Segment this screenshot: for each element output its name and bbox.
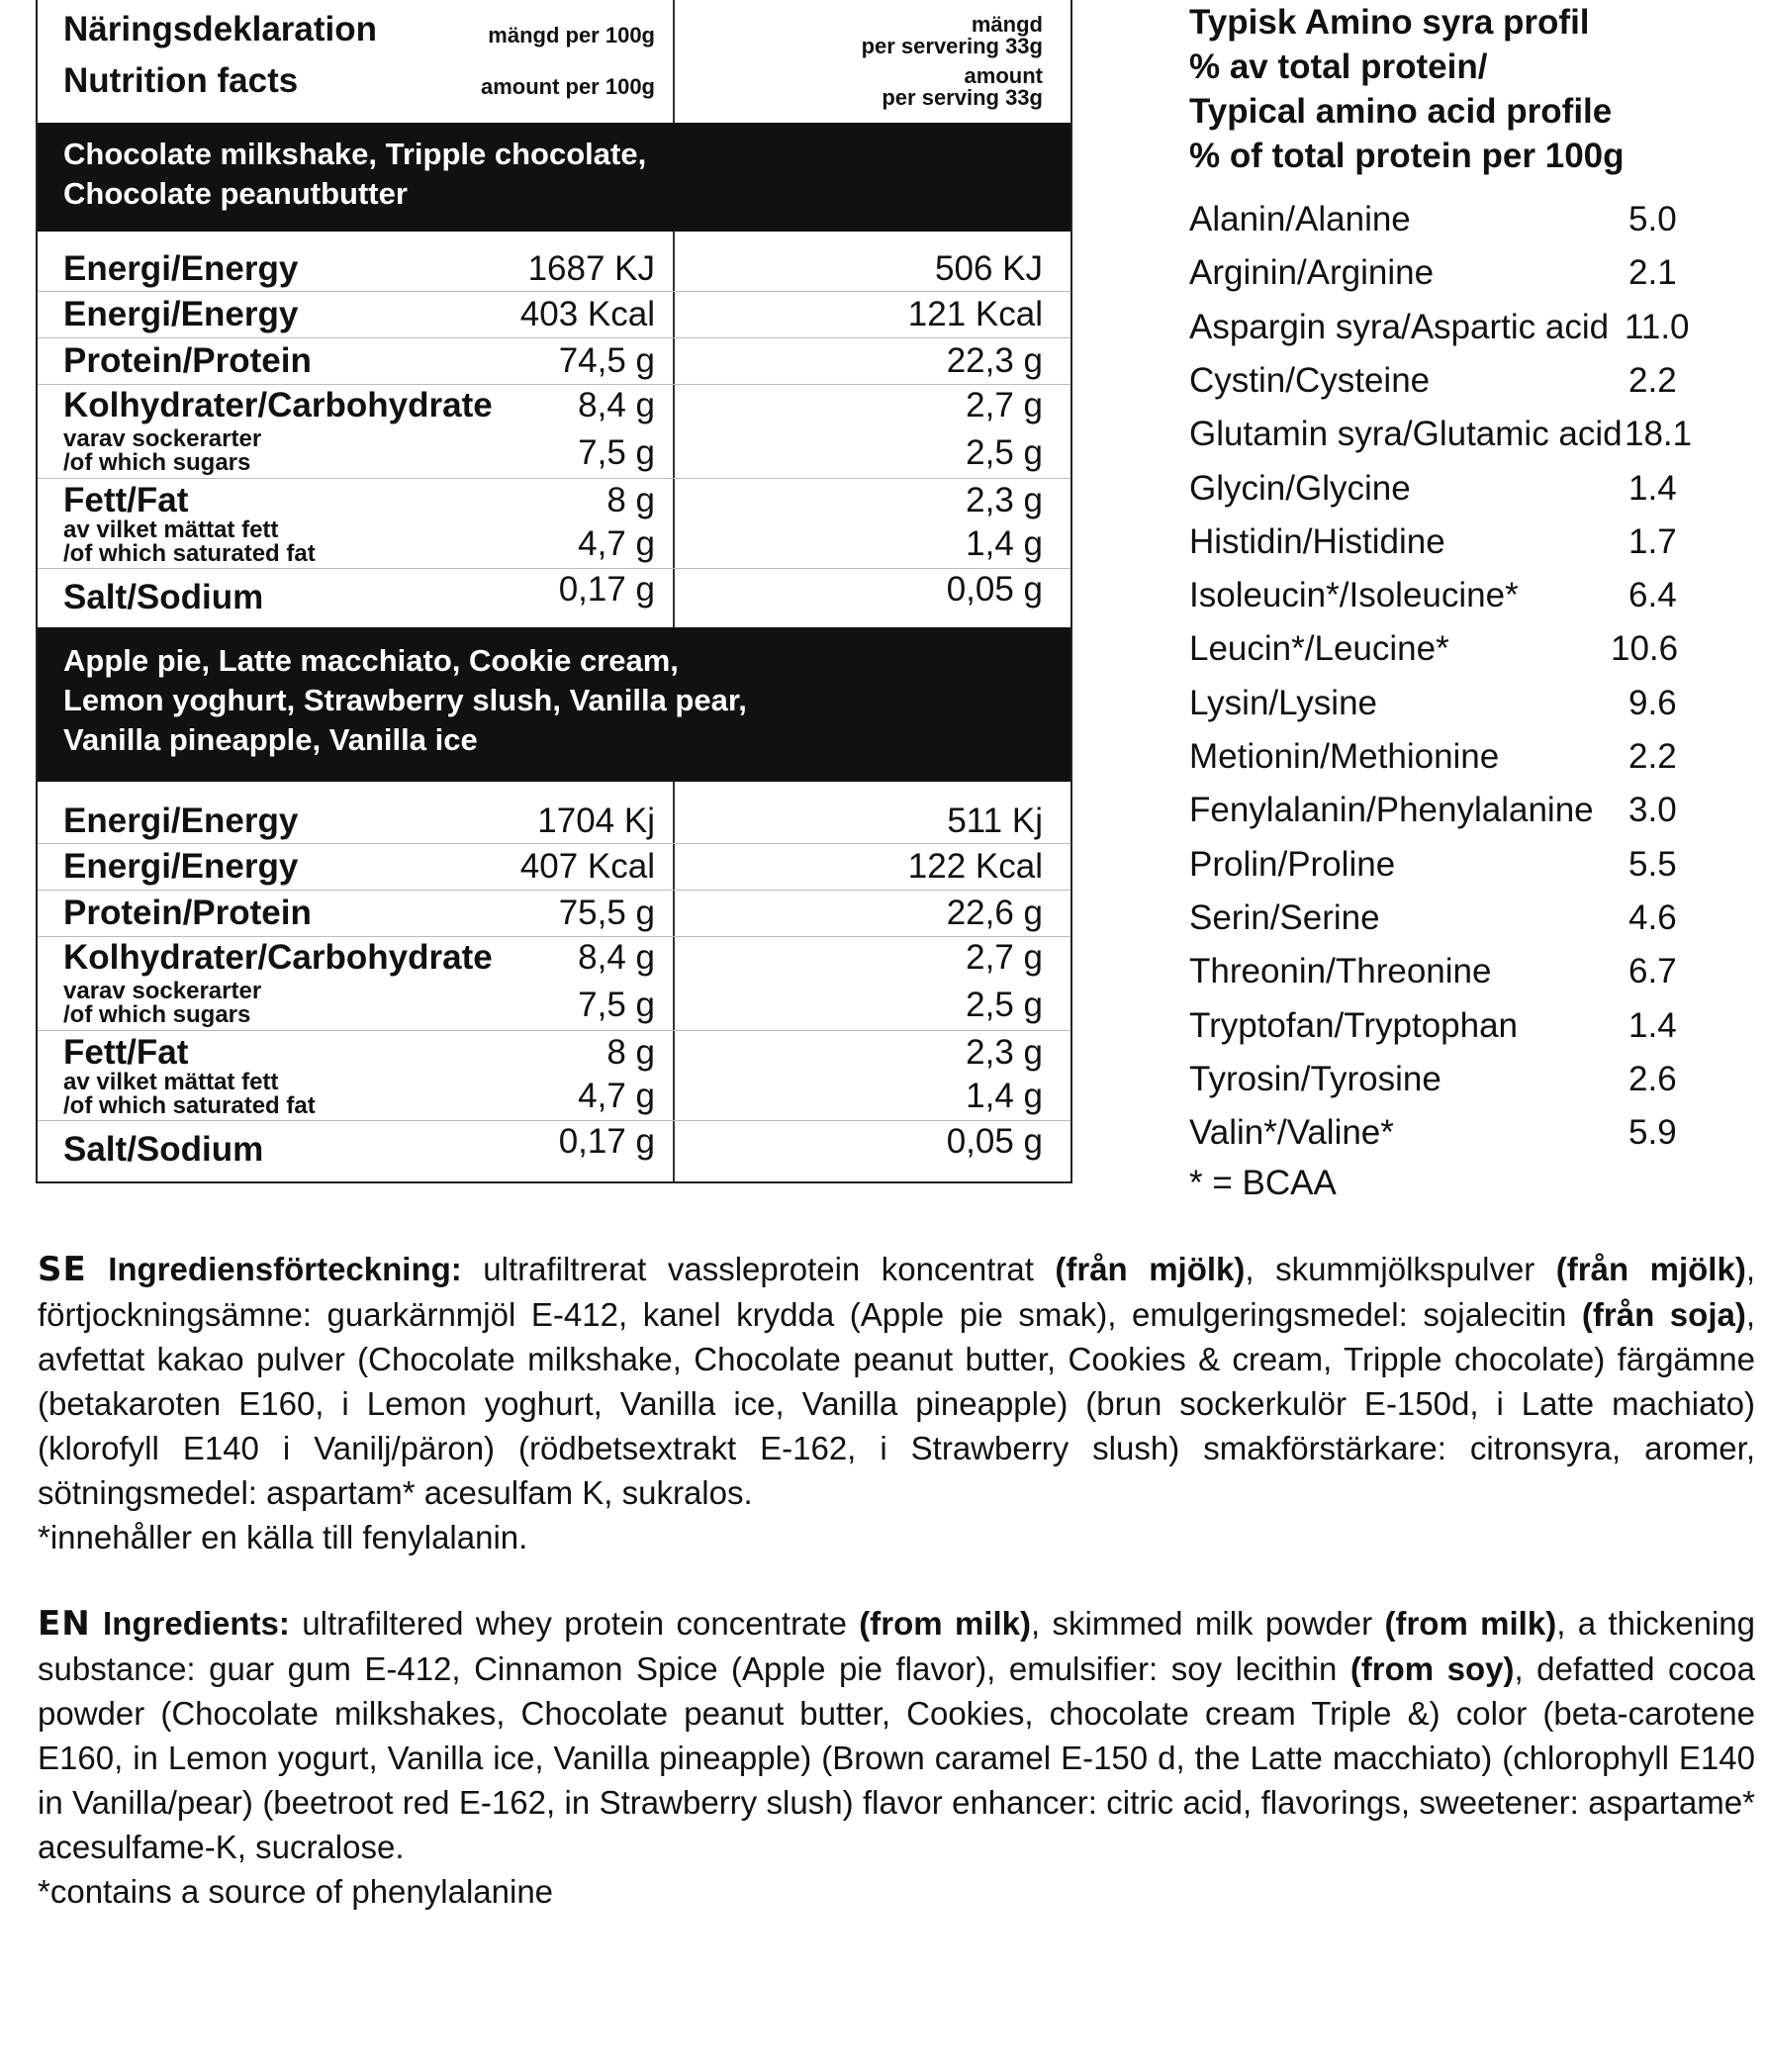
value-per-serving: 2,7 g xyxy=(966,938,1043,977)
nutrient-label: Energi/Energy xyxy=(63,249,299,288)
amino-row xyxy=(1189,684,1743,723)
amino-name: Cystin/Cysteine xyxy=(1189,360,1431,400)
amino-name: Aspargin syra/Aspartic acid xyxy=(1189,307,1610,346)
amino-name: Leucin*/Leucine* xyxy=(1189,629,1449,669)
amino-value: 5.5 xyxy=(1628,844,1677,884)
value-per-serving: 2,5 g xyxy=(966,433,1043,472)
amino-name: Alanin/Alanine xyxy=(1189,200,1411,238)
ingredients-note: *innehåller en källa till fenylalanin. xyxy=(38,1519,528,1555)
row-divider xyxy=(38,478,1070,479)
value-per-serving: 122 Kcal xyxy=(907,847,1043,886)
amino-name: Histidin/Histidine xyxy=(1189,521,1445,561)
value-per-serving: 2,7 g xyxy=(966,386,1043,424)
nutrient-label: Salt/Sodium xyxy=(63,578,264,616)
amino-row xyxy=(1189,845,1743,885)
row-divider xyxy=(38,1120,1070,1121)
amino-row xyxy=(1189,576,1743,615)
row-divider xyxy=(38,291,1070,292)
amino-title-line: Typisk Amino syra profil xyxy=(1189,3,1590,42)
language-code: SE xyxy=(38,1250,87,1289)
amino-name: Glycin/Glycine xyxy=(1189,468,1411,508)
amino-row xyxy=(1189,1113,1743,1153)
amino-row xyxy=(1189,308,1743,347)
nutrient-sublabel: av vilket mättat fett xyxy=(63,1069,279,1095)
amino-row xyxy=(1189,629,1743,669)
nutrient-label: Fett/Fat xyxy=(63,481,189,519)
serving-en-line1: amount xyxy=(964,63,1043,88)
amino-value: 5.9 xyxy=(1628,1113,1677,1153)
value-per100: 0,17 g xyxy=(558,570,655,609)
ingredients-text: , förtjockningsämne: guarkärnmjöl E-412, kanel krydda (Apple pie smak), emulgeringsmedel: sojalecitin xyxy=(38,1251,1755,1333)
value-per-serving: 121 Kcal xyxy=(907,295,1043,333)
amino-row xyxy=(1189,1006,1743,1046)
flavor-band-1 xyxy=(38,123,1070,232)
nutrition-table xyxy=(36,0,1072,1183)
value-per-serving: 22,6 g xyxy=(946,894,1043,932)
row-divider xyxy=(38,890,1070,891)
amino-name: Serin/Serine xyxy=(1189,897,1380,937)
value-per-serving: 506 KJ xyxy=(935,249,1043,288)
value-per100: 403 Kcal xyxy=(519,295,655,333)
value-per100: 7,5 g xyxy=(578,986,655,1024)
value-per-serving: 22,3 g xyxy=(946,341,1043,380)
nutrient-label: Protein/Protein xyxy=(63,894,312,932)
allergen: (från mjölk) xyxy=(1555,1251,1746,1287)
nutrient-sublabel: varav sockerarter xyxy=(63,978,262,1004)
per100-se: mängd per 100g xyxy=(488,23,655,47)
value-per100: 0,17 g xyxy=(558,1122,655,1161)
value-per-serving: 2,3 g xyxy=(966,481,1043,519)
allergen: (från mjölk) xyxy=(1055,1251,1246,1287)
amino-row xyxy=(1189,737,1743,777)
nutrient-label: Fett/Fat xyxy=(63,1033,189,1072)
value-per-serving: 2,5 g xyxy=(966,986,1043,1024)
row-divider xyxy=(38,384,1070,385)
serving-en-line2: per serving 33g xyxy=(882,85,1043,110)
ingredients-se xyxy=(38,1247,1755,1559)
value-per100: 75,5 g xyxy=(558,894,655,932)
amino-row xyxy=(1189,952,1743,991)
amino-name: Threonin/Threonine xyxy=(1189,952,1492,991)
value-per100: 4,7 g xyxy=(578,524,655,563)
amino-name: Prolin/Proline xyxy=(1189,844,1396,884)
amino-title-line: Typical amino acid profile xyxy=(1189,92,1613,131)
language-code: EN xyxy=(38,1604,91,1644)
band-line: Apple pie, Latte macchiato, Cookie cream, xyxy=(63,643,679,678)
amino-value: 2.2 xyxy=(1628,360,1677,400)
amino-value: 6.4 xyxy=(1628,576,1677,615)
value-per100: 8,4 g xyxy=(578,386,655,424)
value-per100: 8 g xyxy=(606,481,655,519)
value-per100: 4,7 g xyxy=(578,1077,655,1115)
row-divider xyxy=(38,843,1070,844)
amino-value: 1.4 xyxy=(1628,1005,1677,1045)
amino-value: 3.0 xyxy=(1628,791,1677,830)
nutrient-sublabel: /of which saturated fat xyxy=(63,1092,316,1119)
value-per100: 407 Kcal xyxy=(519,847,655,886)
amino-name: Lysin/Lysine xyxy=(1189,683,1378,722)
nutrient-sublabel: /of which sugars xyxy=(63,449,251,476)
amino-value: 2.6 xyxy=(1628,1059,1677,1098)
amino-value: 11.0 xyxy=(1625,307,1690,346)
ingredients-text: ultrafiltrerat vassleprotein koncentrat xyxy=(461,1251,1056,1287)
amino-name: Metionin/Methionine xyxy=(1189,737,1500,776)
amino-title xyxy=(1189,0,1625,178)
nutrient-label: Kolhydrater/Carbohydrate xyxy=(63,386,493,424)
amino-name: Valin*/Valine* xyxy=(1189,1113,1394,1153)
amino-value: 1.4 xyxy=(1628,468,1677,508)
serving-se-header xyxy=(862,14,1043,57)
value-per-serving: 511 Kj xyxy=(947,801,1043,840)
amino-name: Tryptofan/Tryptophan xyxy=(1189,1005,1519,1045)
amino-value: 2.2 xyxy=(1628,737,1677,776)
ingredients-note: *contains a source of phenylalanine xyxy=(38,1873,554,1910)
amino-row xyxy=(1189,1060,1743,1099)
amino-name: Glutamin syra/Glutamic acid xyxy=(1189,415,1623,454)
amino-row xyxy=(1189,361,1743,401)
value-per-serving: 1,4 g xyxy=(966,1077,1043,1115)
nutrient-sublabel: varav sockerarter xyxy=(63,425,262,452)
ingredients-text: , a thickening substance: guar gum E-412, Cinnamon Spice (Apple pie flavor), emulsifier: soy lecithin xyxy=(38,1605,1756,1687)
amino-row xyxy=(1189,791,1743,830)
row-divider xyxy=(38,337,1070,338)
amino-name: Arginin/Arginine xyxy=(1189,253,1435,293)
value-per-serving: 0,05 g xyxy=(946,570,1043,609)
ingredients-text: , skummjölkspulver xyxy=(1245,1251,1556,1287)
band-line: Chocolate milkshake, Tripple chocolate, xyxy=(63,137,647,171)
amino-row xyxy=(1189,898,1743,938)
title-en: Nutrition facts xyxy=(63,61,299,100)
allergen: (från soja) xyxy=(1581,1296,1746,1333)
amino-row xyxy=(1189,522,1743,562)
value-per100: 8,4 g xyxy=(578,938,655,977)
nutrient-sublabel: /of which sugars xyxy=(63,1001,251,1028)
allergen: (from milk) xyxy=(1384,1605,1557,1642)
amino-title-line: % av total protein/ xyxy=(1189,47,1488,86)
nutrient-sublabel: av vilket mättat fett xyxy=(63,517,279,543)
amino-value: 6.7 xyxy=(1628,952,1677,991)
nutrient-label: Kolhydrater/Carbohydrate xyxy=(63,938,493,977)
value-per100: 8 g xyxy=(606,1033,655,1072)
value-per100: 1704 Kj xyxy=(537,801,655,840)
amino-name: Tyrosin/Tyrosine xyxy=(1189,1059,1442,1098)
per100-en: amount per 100g xyxy=(480,74,655,99)
amino-value: 18.1 xyxy=(1625,415,1693,454)
nutrient-label: Energi/Energy xyxy=(63,847,299,886)
amino-name: Isoleucin*/Isoleucine* xyxy=(1189,576,1519,615)
amino-name: Fenylalanin/Phenylalanine xyxy=(1189,791,1594,830)
serving-en-header xyxy=(882,65,1043,109)
nutrient-sublabel: /of which saturated fat xyxy=(63,540,316,567)
value-per-serving: 2,3 g xyxy=(966,1033,1043,1072)
title-se: Näringsdeklaration xyxy=(63,10,378,48)
serving-se-line1: mängd xyxy=(971,12,1043,37)
amino-value: 9.6 xyxy=(1628,683,1677,722)
allergen: (from soy) xyxy=(1349,1650,1515,1687)
bcaa-footnote: * = BCAA xyxy=(1189,1164,1337,1202)
ingredients-en xyxy=(38,1601,1755,1914)
amino-row xyxy=(1189,200,1743,239)
amino-row xyxy=(1189,469,1743,509)
column-divider xyxy=(673,782,675,1181)
row-divider xyxy=(38,936,1070,937)
ingredients-text: , skimmed milk powder xyxy=(1031,1605,1385,1642)
row-divider xyxy=(38,1030,1070,1031)
flavor-band-2 xyxy=(38,627,1070,782)
amino-row xyxy=(1189,415,1743,454)
nutrient-label: Salt/Sodium xyxy=(63,1130,264,1169)
band-line: Vanilla pineapple, Vanilla ice xyxy=(63,722,478,757)
band-line: Lemon yoghurt, Strawberry slush, Vanilla pear, xyxy=(63,683,747,717)
amino-value: 1.7 xyxy=(1628,521,1677,561)
amino-value: 2.1 xyxy=(1628,253,1677,293)
amino-row xyxy=(1189,253,1743,293)
ingredients-text: , defatted cocoa powder (Chocolate milkshakes, Chocolate peanut butter, Cookies, chocolate cream Triple &) color (beta-carotene E160, in Lemon yogurt, Vanilla ice, Vanilla pineapple) (Brown caramel E-150 d, the Latte macchiato) (chlorophyll E140 in Vanilla/pear) (beetroot red E-162, in Strawberry slush) flavor enhancer: citric acid, flavorings, sweetener: aspartame* acesulfame-K, sucralose. xyxy=(38,1650,1756,1865)
amino-value: 10.6 xyxy=(1611,629,1679,669)
nutrient-label: Energi/Energy xyxy=(63,801,299,840)
row-divider xyxy=(38,568,1070,569)
value-per100: 1687 KJ xyxy=(527,249,655,288)
band-line: Chocolate peanutbutter xyxy=(63,176,408,211)
nutrient-label: Protein/Protein xyxy=(63,341,312,380)
amino-value: 4.6 xyxy=(1628,897,1677,937)
value-per100: 74,5 g xyxy=(558,341,655,380)
ingredients-text: ultrafiltered whey protein concentrate xyxy=(289,1605,860,1642)
amino-value: 5.0 xyxy=(1628,200,1677,238)
value-per100: 7,5 g xyxy=(578,433,655,472)
ingredients-label: Ingredients: xyxy=(103,1605,290,1642)
serving-se-line2: per servering 33g xyxy=(861,34,1043,58)
amino-title-line: % of total protein per 100g xyxy=(1189,137,1625,175)
ingredients-label: Ingrediensförteckning: xyxy=(108,1251,462,1287)
allergen: (from milk) xyxy=(859,1605,1031,1642)
value-per-serving: 1,4 g xyxy=(966,524,1043,563)
column-divider xyxy=(673,0,675,123)
ingredients-text: , avfettat kakao pulver (Chocolate milkshake, Chocolate peanut butter, Cookies & cream, Tripple chocolate) färgämne (betakaroten E160, i Lemon yoghurt, Vanilla ice, Vanilla pineapple) (brun sockerkulör E-150d, i Latte machiato) (klorofyll E140 i Vanilj/päron) (rödbetsextrakt E-162, i Strawberry slush) smakförstärkare: citronsyra, aromer, sötningsmedel: aspartam* acesulfam K, sukralos. xyxy=(38,1296,1756,1511)
value-per-serving: 0,05 g xyxy=(946,1122,1043,1161)
nutrient-label: Energi/Energy xyxy=(63,295,299,333)
